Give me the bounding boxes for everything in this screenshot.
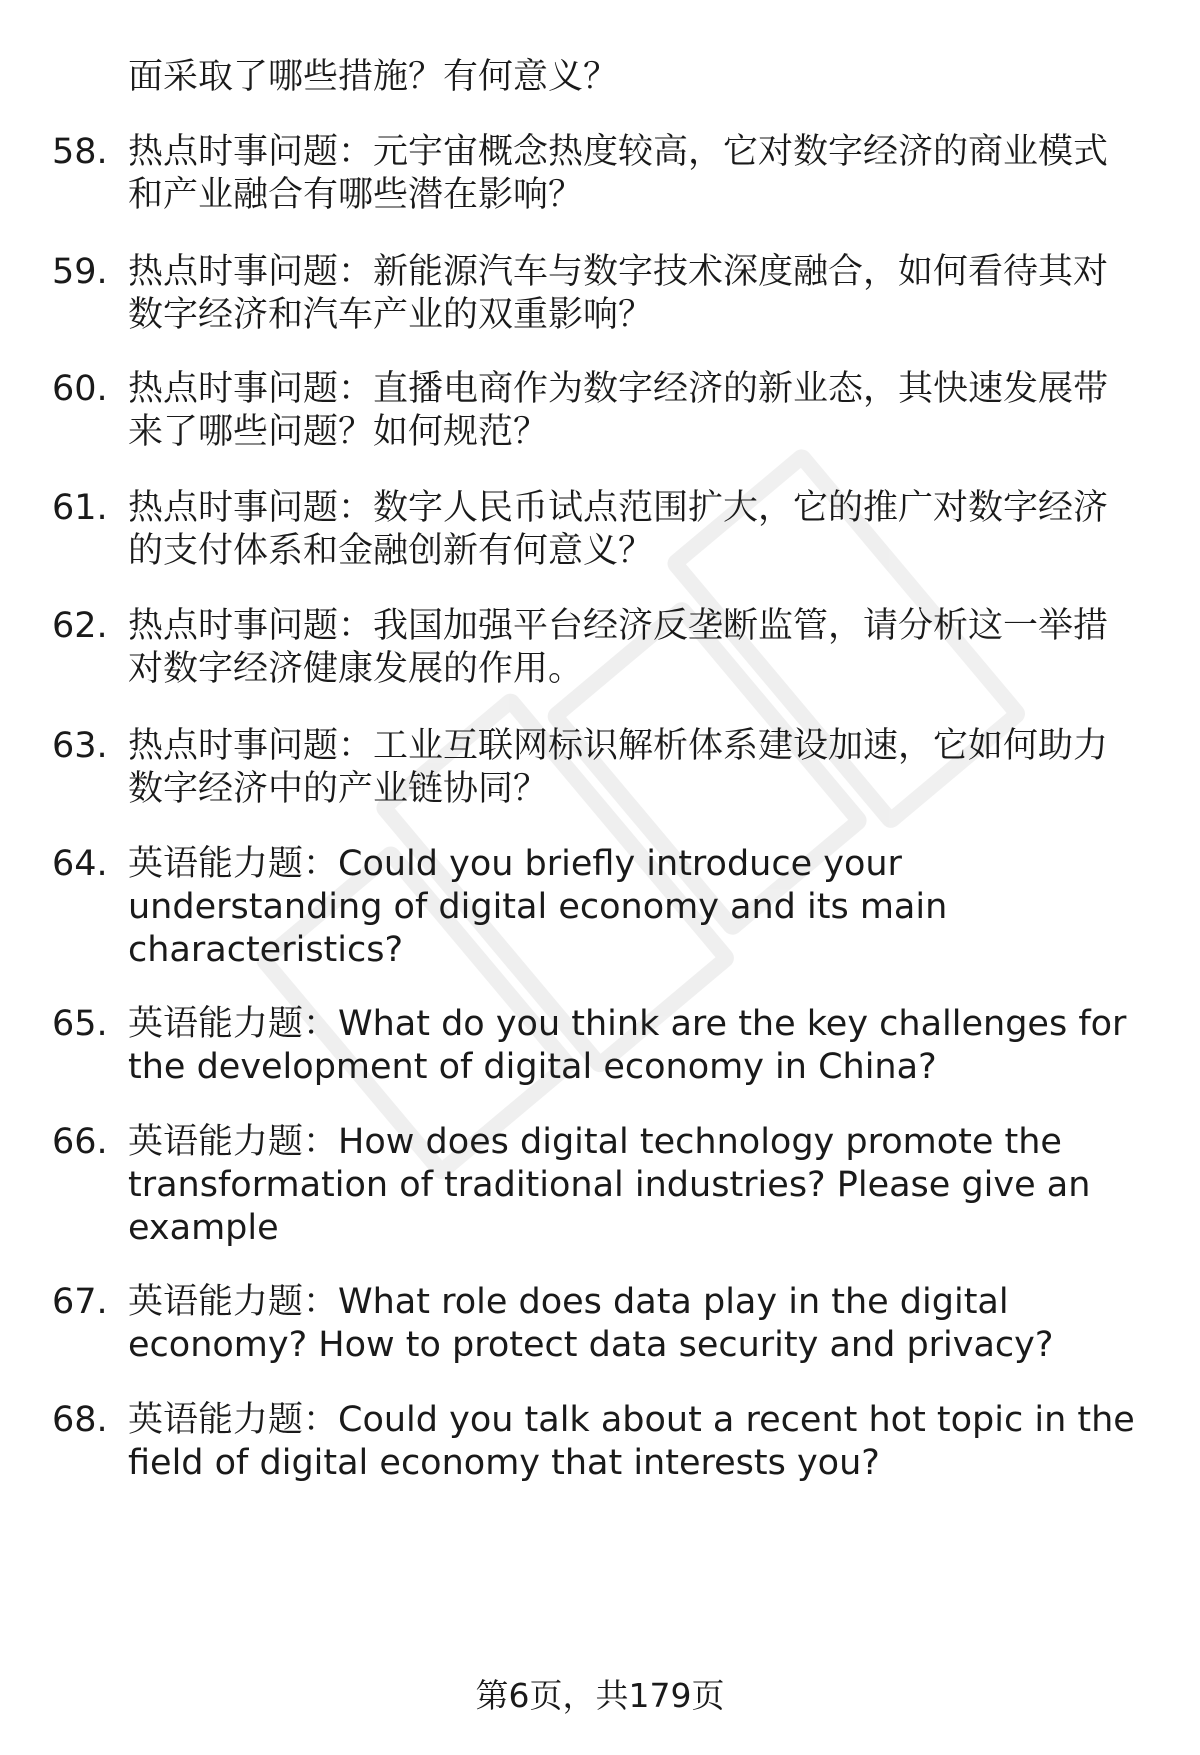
question-text-line: economy? How to protect data security and privacy?	[128, 1325, 1054, 1365]
question-text-line: 数字经济中的产业链协同？	[128, 769, 549, 809]
question-number: 61.	[52, 488, 108, 528]
question-text-line: 和产业融合有哪些潜在影响？	[128, 175, 584, 215]
question-text-line: 对数字经济健康发展的作用。	[128, 649, 584, 689]
question-number: 62.	[52, 606, 108, 646]
question-text-line: 热点时事问题：直播电商作为数字经济的新业态，其快速发展带	[128, 369, 1109, 409]
question-text-line: the development of digital economy in China?	[128, 1047, 937, 1087]
question-number: 67.	[52, 1282, 108, 1322]
question-text-line: understanding of digital economy and its main	[128, 887, 948, 927]
question-text-line: 英语能力题：How does digital technology promote the	[128, 1122, 1062, 1162]
question-text-line: 热点时事问题：工业互联网标识解析体系建设加速，它如何助力	[128, 726, 1109, 766]
question-number: 63.	[52, 726, 108, 766]
question-text-line: transformation of traditional industries? Please give an	[128, 1165, 1091, 1205]
intro-line: 面采取了哪些措施？有何意义？	[128, 57, 619, 97]
question-text-line: 英语能力题：Could you briefly introduce your	[128, 844, 902, 884]
question-number: 58.	[52, 132, 108, 172]
question-number: 60.	[52, 369, 108, 409]
question-text-line: 热点时事问题：新能源汽车与数字技术深度融合，如何看待其对	[128, 252, 1109, 292]
page-footer: 第6页，共179页	[475, 1676, 725, 1715]
question-text-line: 英语能力题：What do you think are the key challenges for	[128, 1004, 1127, 1044]
question-text-line: 来了哪些问题？如何规范？	[128, 412, 549, 452]
question-number: 65.	[52, 1004, 108, 1044]
question-text-line: 英语能力题：What role does data play in the digital	[128, 1282, 1009, 1322]
question-number: 59.	[52, 252, 108, 292]
question-text-line: characteristics?	[128, 930, 404, 970]
question-text-line: example	[128, 1208, 279, 1248]
question-text-line: 英语能力题：Could you talk about a recent hot topic in the	[128, 1400, 1135, 1440]
question-text-line: 数字经济和汽车产业的双重影响？	[128, 295, 654, 335]
question-text-line: 热点时事问题：数字人民币试点范围扩大，它的推广对数字经济	[128, 488, 1109, 528]
question-number: 66.	[52, 1122, 108, 1162]
question-text-line: 的支付体系和金融创新有何意义？	[128, 531, 654, 571]
question-number: 64.	[52, 844, 108, 884]
question-text-line: 热点时事问题：元宇宙概念热度较高，它对数字经济的商业模式	[128, 132, 1109, 172]
question-text-line: field of digital economy that interests you?	[128, 1443, 880, 1483]
question-text-line: 热点时事问题：我国加强平台经济反垄断监管，请分析这一举措	[128, 606, 1109, 646]
question-number: 68.	[52, 1400, 108, 1440]
